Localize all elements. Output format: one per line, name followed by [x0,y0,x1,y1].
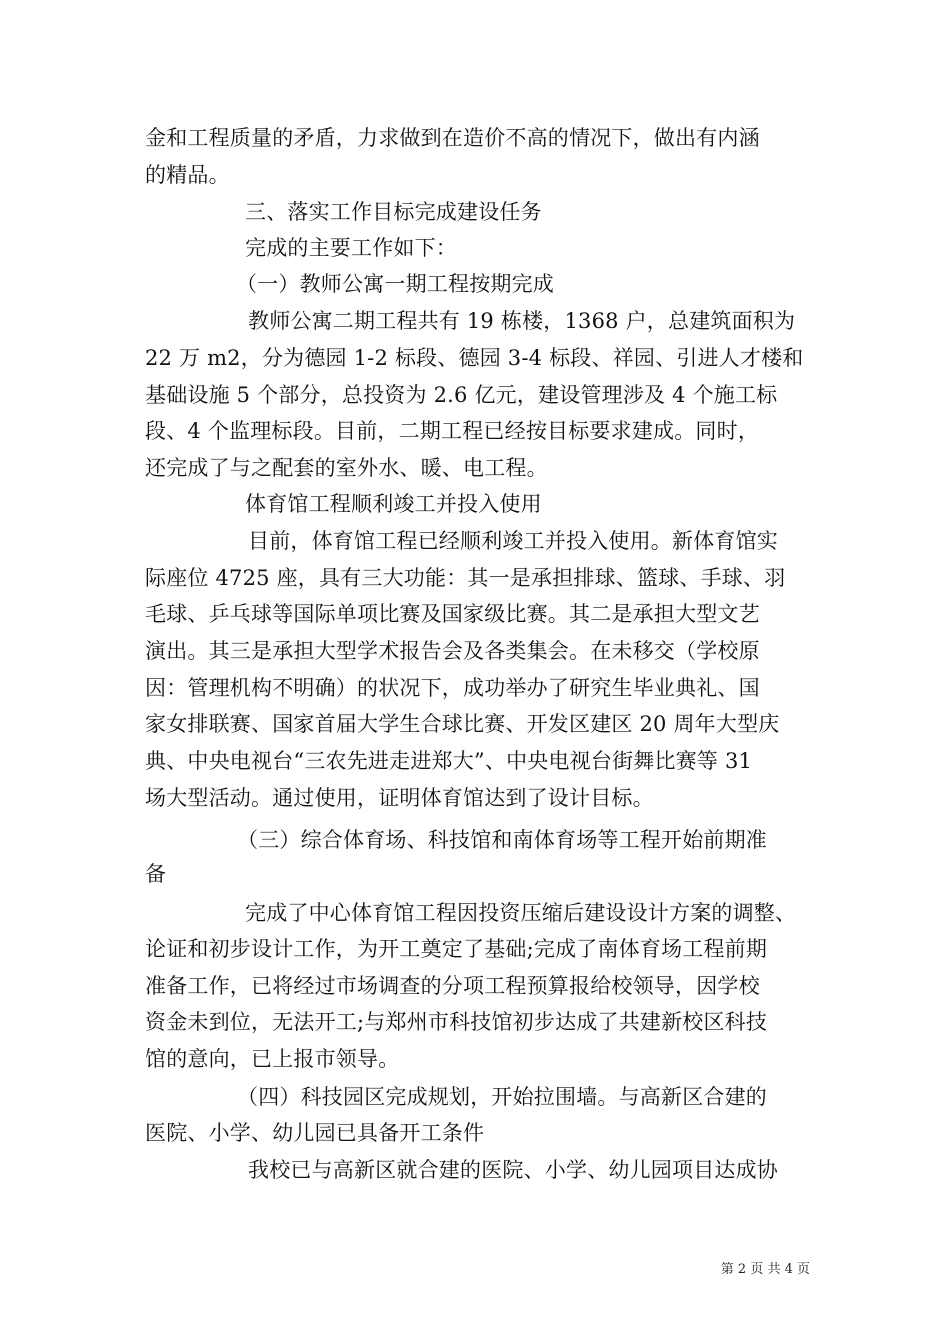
subsection-heading: （三）综合体育场、科技馆和南体育场等工程开始前期准 [237,828,767,852]
text-line: 基础设施 5 个部分，总投资为 2.6 亿元，建设管理涉及 4 个施工标 [145,383,778,407]
text-line: 完成了中心体育馆工程因投资压缩后建设设计方案的调整、 [245,901,797,925]
text-line: 的精品。 [145,163,230,187]
section-heading: 三、落实工作目标完成建设任务 [245,200,542,224]
text-line: 馆的意向，已上报市领导。 [145,1047,400,1071]
text-line: 医院、小学、幼儿园已具备开工条件 [145,1121,485,1145]
subsection-heading: 体育馆工程顺利竣工并投入使用 [245,492,542,516]
text-line: 典、中央电视台“三农先进走进郑大”、中央电视台街舞比赛等 31 [145,749,753,773]
text-line: 目前，体育馆工程已经顺利竣工并投入使用。新体育馆实 [248,529,778,553]
text-line: 资金未到位，无法开工;与郑州市科技馆初步达成了共建新校区科技 [145,1010,768,1034]
text-line: 金和工程质量的矛盾，力求做到在造价不高的情况下，做出有内涵 [145,126,760,150]
text-line: 段、4 个监理标段。目前，二期工程已经按目标要求建成。同时， [145,419,760,443]
text-line: 还完成了与之配套的室外水、暖、电工程。 [145,456,548,480]
text-line: 完成的主要工作如下： [245,236,457,260]
text-line: 22 万 m2，分为德园 1-2 标段、德园 3-4 标段、祥园、引进人才楼和 [145,346,804,370]
page-number: 第 2 页 共 4 页 [720,1262,810,1277]
text-line: 演出。其三是承担大型学术报告会及各类集会。在未移交（学校原 [145,639,760,663]
text-line: 毛球、乒乓球等国际单项比赛及国家级比赛。其二是承担大型文艺 [145,602,760,626]
text-line: 我校已与高新区就合建的医院、小学、幼儿园项目达成协 [248,1158,778,1182]
text-line: 际座位 4725 座，具有三大功能：其一是承担排球、篮球、手球、羽 [145,566,786,590]
text-line: 论证和初步设计工作，为开工奠定了基础;完成了南体育场工程前期 [145,937,768,961]
text-line: 准备工作，已将经过市场调查的分项工程预算报给校领导，因学校 [145,974,760,998]
text-line: 备 [145,862,167,886]
subsection-heading: （一）教师公寓一期工程按期完成 [236,272,554,296]
text-line: 因：管理机构不明确）的状况下，成功举办了研究生毕业典礼、国 [145,676,760,700]
text-line: 家女排联赛、国家首届大学生合球比赛、开发区建区 20 周年大型庆 [145,712,780,736]
text-line: 教师公寓二期工程共有 19 栋楼，1368 户，总建筑面积为 [248,309,796,333]
text-line: 场大型活动。通过使用，证明体育馆达到了设计目标。 [145,786,654,810]
subsection-heading: （四）科技园区完成规划，开始拉围墙。与高新区合建的 [237,1085,767,1109]
